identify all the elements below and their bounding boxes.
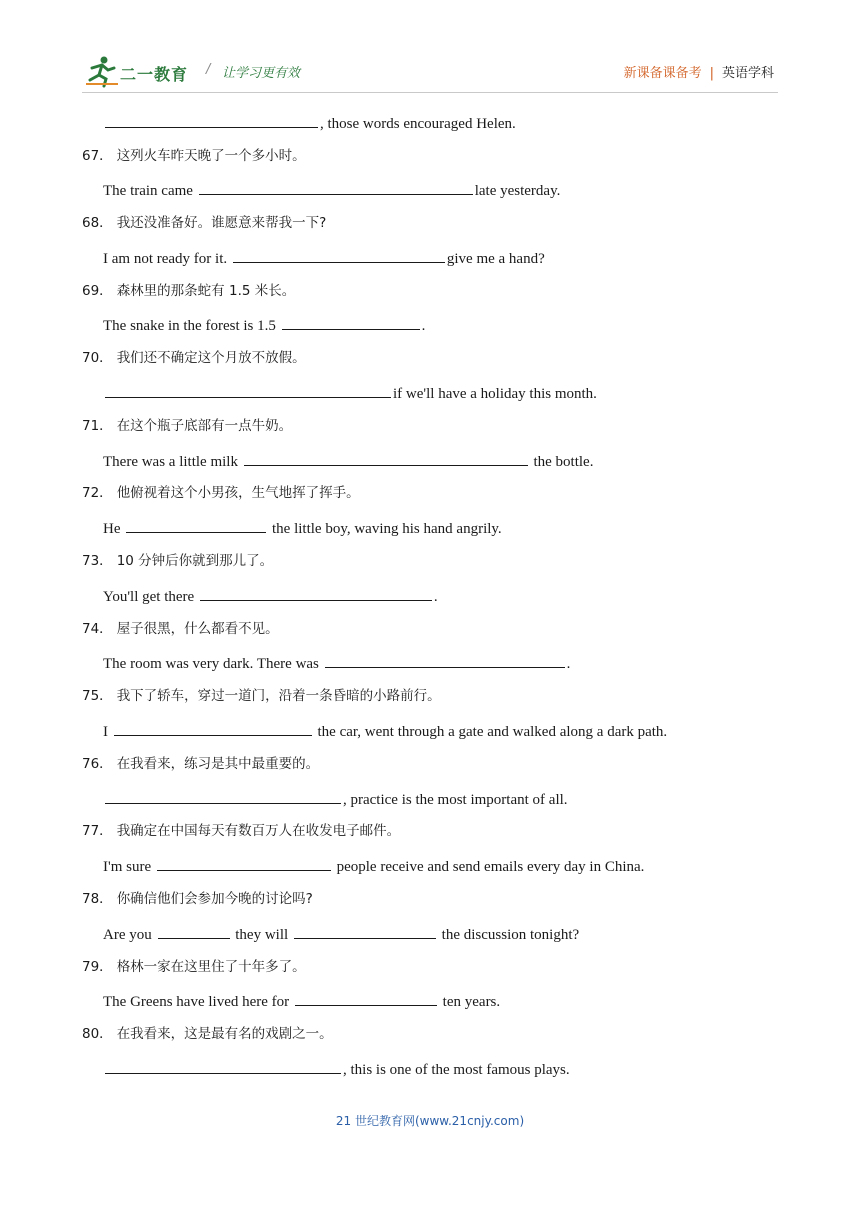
answer-blank[interactable] [157,854,331,871]
slogan: 让学习更有效 [222,66,301,81]
header-divider: | [709,66,714,81]
subject-label: 英语学科 [721,66,774,81]
question-text: 格林一家在这里住了十年多了。 [116,959,306,975]
question-text: 这列火车昨天晚了一个多小时。 [116,148,306,164]
answer-sentence [103,787,860,809]
sentence-fragment: The Greens have lived here for [103,994,293,1010]
sentence-fragment: I'm sure [103,859,155,875]
answer-blank[interactable] [282,313,420,330]
answer-blank[interactable] [233,246,445,263]
sentence-fragment: give me a hand? [446,251,545,267]
sentence-fragment: . [421,318,426,334]
answer-sentence [103,651,860,673]
answer-sentence [103,1057,860,1079]
sentence-fragment: You'll get there [103,589,198,605]
sentence-fragment: , those words encouraged Helen. [320,116,516,132]
page-footer: 21 世纪教育网(www.21cnjy.com) [335,1114,525,1128]
sentence-fragment: . [433,589,438,605]
question-prompt [82,753,860,775]
question-number: 75． [82,688,113,704]
question-text: 他俯视着这个小男孩，生气地挥了挥手。 [116,485,360,501]
question-number: 67． [82,148,113,164]
question-number: 78． [82,891,113,907]
sentence-fragment: they will [231,927,292,943]
question-number: 73． [82,553,113,569]
question-prompt [82,618,860,640]
sentence-fragment: , this is one of the most famous plays. [343,1062,570,1078]
question-number: 68． [82,215,113,231]
brand-logo [84,54,194,90]
question-text: 10 分钟后你就到那儿了。 [116,553,274,569]
answer-sentence [103,922,860,944]
answer-blank[interactable] [105,111,318,128]
question-number: 70． [82,350,113,366]
sentence-fragment: I [103,724,112,740]
question-prompt [82,820,860,842]
question-text: 在这个瓶子底部有一点牛奶。 [116,418,293,434]
sentence-fragment: The room was very dark. There was [103,656,323,672]
answer-blank[interactable] [200,584,432,601]
question-text: 在我看来，这是最有名的戏剧之一。 [116,1026,333,1042]
answer-blank[interactable] [105,787,341,804]
question-prompt [82,956,860,978]
question-number: 80． [82,1026,113,1042]
answer-sentence [103,516,860,538]
sentence-fragment: the little boy, waving his hand angrily. [268,521,502,537]
page-header [0,0,860,100]
question-text: 我确定在中国每天有数百万人在收发电子邮件。 [116,823,401,839]
sentence-fragment: the bottle. [529,454,594,470]
answer-sentence [103,313,860,335]
sentence-fragment: There was a little milk [103,454,242,470]
sentence-fragment: The train came [103,183,197,199]
sentence-fragment: people receive and send emails every day in China. [332,859,645,875]
logo-text: 二一教育 [120,65,189,84]
answer-sentence [103,246,860,268]
question-prompt [82,685,860,707]
sentence-fragment: . [566,656,571,672]
answer-blank[interactable] [105,381,391,398]
course-label: 新课备课备考 [623,66,702,81]
answer-blank[interactable] [105,1057,341,1074]
question-prompt [82,280,860,302]
answer-blank[interactable] [199,178,473,195]
answer-blank[interactable] [294,922,436,939]
question-prompt [82,550,860,572]
runner-logo-icon [84,54,120,88]
question-prompt [82,145,860,167]
question-number: 72． [82,485,113,501]
sentence-fragment: the discussion tonight? [437,927,580,943]
answer-blank[interactable] [158,922,230,939]
answer-sentence [103,449,860,471]
question-number: 77． [82,823,113,839]
answer-sentence [103,854,860,876]
question-text: 在我看来，练习是其中最重要的。 [116,756,320,772]
question-prompt [82,415,860,437]
header-rule [82,92,778,93]
answer-sentence [103,989,860,1011]
answer-blank[interactable] [295,989,437,1006]
question-prompt [82,1023,860,1045]
sentence-fragment: Are you [103,927,156,943]
slogan-separator: / [206,62,211,77]
answer-blank[interactable] [114,719,312,736]
question-text: 森林里的那条蛇有 1.5 米长。 [116,283,296,299]
sentence-fragment: The snake in the forest is 1.5 [103,318,280,334]
sentence-fragment: late yesterday. [474,183,561,199]
answer-sentence [103,111,860,133]
answer-sentence [103,719,860,741]
question-number: 74． [82,621,113,637]
question-text: 你确信他们会参加今晚的讨论吗? [116,891,313,907]
question-number: 71． [82,418,113,434]
sentence-fragment: , practice is the most important of all. [343,792,568,808]
question-number: 79． [82,959,113,975]
answer-blank[interactable] [325,651,565,668]
sentence-fragment: the car, went through a gate and walked along a dark path. [313,724,668,740]
header-right [624,62,774,81]
question-number: 69． [82,283,113,299]
answer-blank[interactable] [126,516,266,533]
sentence-fragment: ten years. [438,994,501,1010]
question-prompt [82,347,860,369]
question-number: 76． [82,756,113,772]
sentence-fragment: if we'll have a holiday this month. [393,386,597,402]
answer-sentence [103,381,860,403]
question-text: 我还没准备好。谁愿意来帮我一下? [116,215,327,231]
answer-sentence [103,584,860,606]
question-prompt [82,482,860,504]
question-text: 屋子很黑，什么都看不见。 [116,621,279,637]
question-prompt [82,888,860,910]
sentence-fragment: He [103,521,125,537]
answer-sentence [103,178,860,200]
question-text: 我下了轿车，穿过一道门，沿着一条昏暗的小路前行。 [116,688,441,704]
question-text: 我们还不确定这个月放不放假。 [116,350,306,366]
question-prompt [82,212,860,234]
sentence-fragment: I am not ready for it. [103,251,231,267]
answer-blank[interactable] [244,449,528,466]
